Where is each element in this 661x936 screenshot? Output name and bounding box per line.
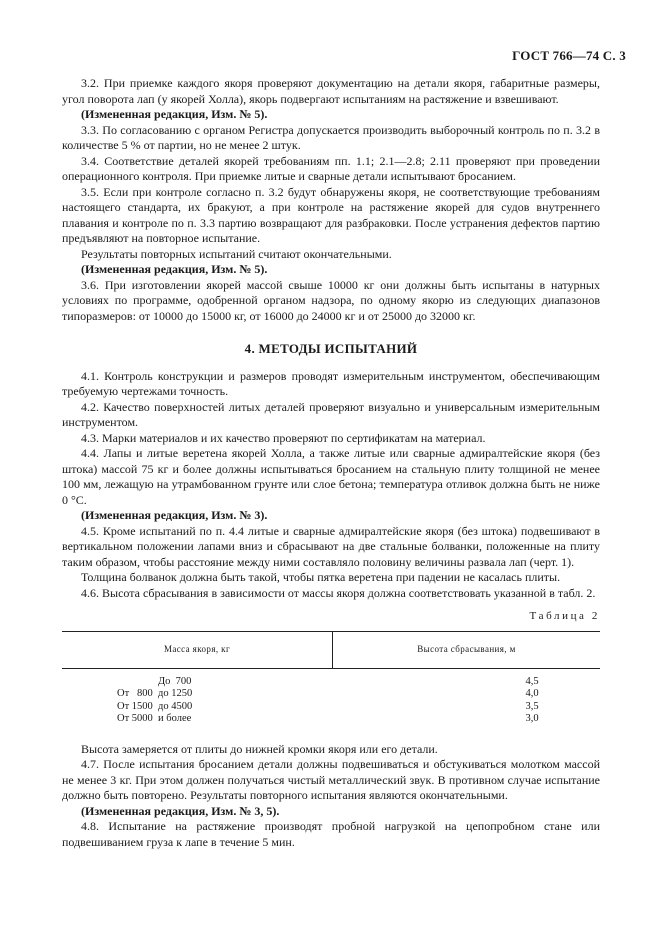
table-cell-height: 4,0 xyxy=(525,688,539,699)
paragraph-4-1: 4.1. Контроль конструкции и размеров проводят измерительным инструментом, обеспечивающим требуемую чертежами точность. xyxy=(62,368,600,398)
table-row xyxy=(62,668,600,688)
edition-note: (Измененная редакция, Изм. № 3). xyxy=(81,508,268,522)
table-header-mass: Масса якоря, кг xyxy=(62,631,333,668)
section-title: 4. МЕТОДЫ ИСПЫТАНИЙ xyxy=(244,341,418,356)
paragraph-3-3: 3.3. По согласованию с органом Регистра допускается производить выборочный контроль по п. 3.2 в количестве 5 % от партии, но не менее 2 штук. xyxy=(62,122,600,152)
page-header: ГОСТ 766—74 С. 3 xyxy=(512,48,626,63)
table-row xyxy=(62,713,600,742)
paragraph-3-6: 3.6. При изготовлении якорей массой свыше 10000 кг они должны быть испытаны в натурных условиях по программе, одобренной органом надзора, по одному якорю из следующих диапазонов типоразмеров: от 10000 до 15000 кг, от 16000 до 24000 кг и от 25000 до 32000 кг. xyxy=(62,277,600,323)
paragraph-4-2: 4.2. Качество поверхностей литых деталей проверяют визуально и универсальным измерительным инструментом. xyxy=(62,399,600,429)
table-cell-height: 4,5 xyxy=(525,675,539,687)
paragraph-4-8: 4.8. Испытание на растяжение производят пробной нагрузкой на цепопробном стане или подвешиванием груза к лапе в течение 5 мин. xyxy=(62,819,600,849)
table-header-height: Высота сбрасывания, м xyxy=(333,631,601,668)
table-cell-mass: От 800 до 1250 xyxy=(117,688,193,699)
paragraph-thickness: Толщина болванок должна быть такой, чтобы пятка веретена при падении не касалась плиты. xyxy=(81,570,561,584)
paragraph-4-6: 4.6. Высота сбрасывания в зависимости от массы якоря должна соответствовать указанной в табл. 2. xyxy=(81,585,596,600)
drop-height-table xyxy=(62,631,600,742)
table-row xyxy=(62,688,600,701)
edition-note: (Измененная редакция, Изм. № 5). xyxy=(81,262,268,276)
paragraph-3-4: 3.4. Соответствие деталей якорей требованиям пп. 1.1; 2.1—2.8; 2.11 проверяют при проведении операционного контроля. При приемке литые и сварные детали испытывают бросанием. xyxy=(62,153,600,183)
paragraph-results: Результаты повторных испытаний считают окончательными. xyxy=(81,246,392,261)
edition-note: (Измененная редакция, Изм. № 5). xyxy=(81,107,268,121)
paragraph-measure: Высота замеряется от плиты до нижней кромки якоря или его детали. xyxy=(81,741,438,756)
table-cell-mass: До 700 xyxy=(158,675,192,687)
paragraph-4-3: 4.3. Марки материалов и их качество проверяют по сертификатам на материал. xyxy=(81,430,486,445)
table-caption: Таблица 2 xyxy=(529,610,600,622)
table-row xyxy=(62,701,600,714)
paragraph-4-4: 4.4. Лапы и литые веретена якорей Холла, а также литые или сварные адмиралтейские якоря (без штока) массой 75 кг и более должны испытываться бросанием на стальную плиту толщиной не менее 100 мм, лежащую на утрамбованном грунте или слое бетона; температура отливок должна быть не ниже 0 °С. xyxy=(62,446,600,507)
document-body xyxy=(62,76,600,850)
edition-note: (Измененная редакция, Изм. № 3, 5). xyxy=(81,803,280,818)
table-cell-height: 3,0 xyxy=(525,713,539,724)
paragraph-3-2: 3.2. При приемке каждого якоря проверяют документацию на детали якоря, габаритные размеры, угол поворота лап (у якорей Холла), якорь подвергают испытаниям на растяжение и взвешивают. xyxy=(62,76,600,106)
paragraph-3-5: 3.5. Если при контроле согласно п. 3.2 будут обнаружены якоря, не соответствующие требованиям настоящего стандарта, их бракуют, а при контроле на растяжение якорей для судов внутреннего плавания и контроле по п. 3.3 партию возвращают для разбраковки. После устранения дефектов партию предъявляют на повторное испытание. xyxy=(62,184,600,245)
paragraph-4-5: 4.5. Кроме испытаний по п. 4.4 литые и сварные адмиралтейские якоря (без штока) подвешивают в вертикальном положении лапами вниз и сбрасывают на две стальные болванки, положенные на плиту таким образом, чтобы расстояние между ними составляло половину величины развала лап (черт. 1). xyxy=(62,523,600,569)
table-cell-mass: От 1500 до 4500 xyxy=(117,700,193,712)
paragraph-4-7: 4.7. После испытания бросанием детали должны подвешиваться и обстукиваться молотком массой не менее 3 кг. При этом должен получаться чистый металлический звук. В противном случае испытание должно быть повторено. Результаты повторного испытания являются окончательными. xyxy=(62,757,600,802)
table-cell-mass: От 5000 и более xyxy=(117,713,192,724)
table-cell-height: 3,5 xyxy=(525,700,539,712)
